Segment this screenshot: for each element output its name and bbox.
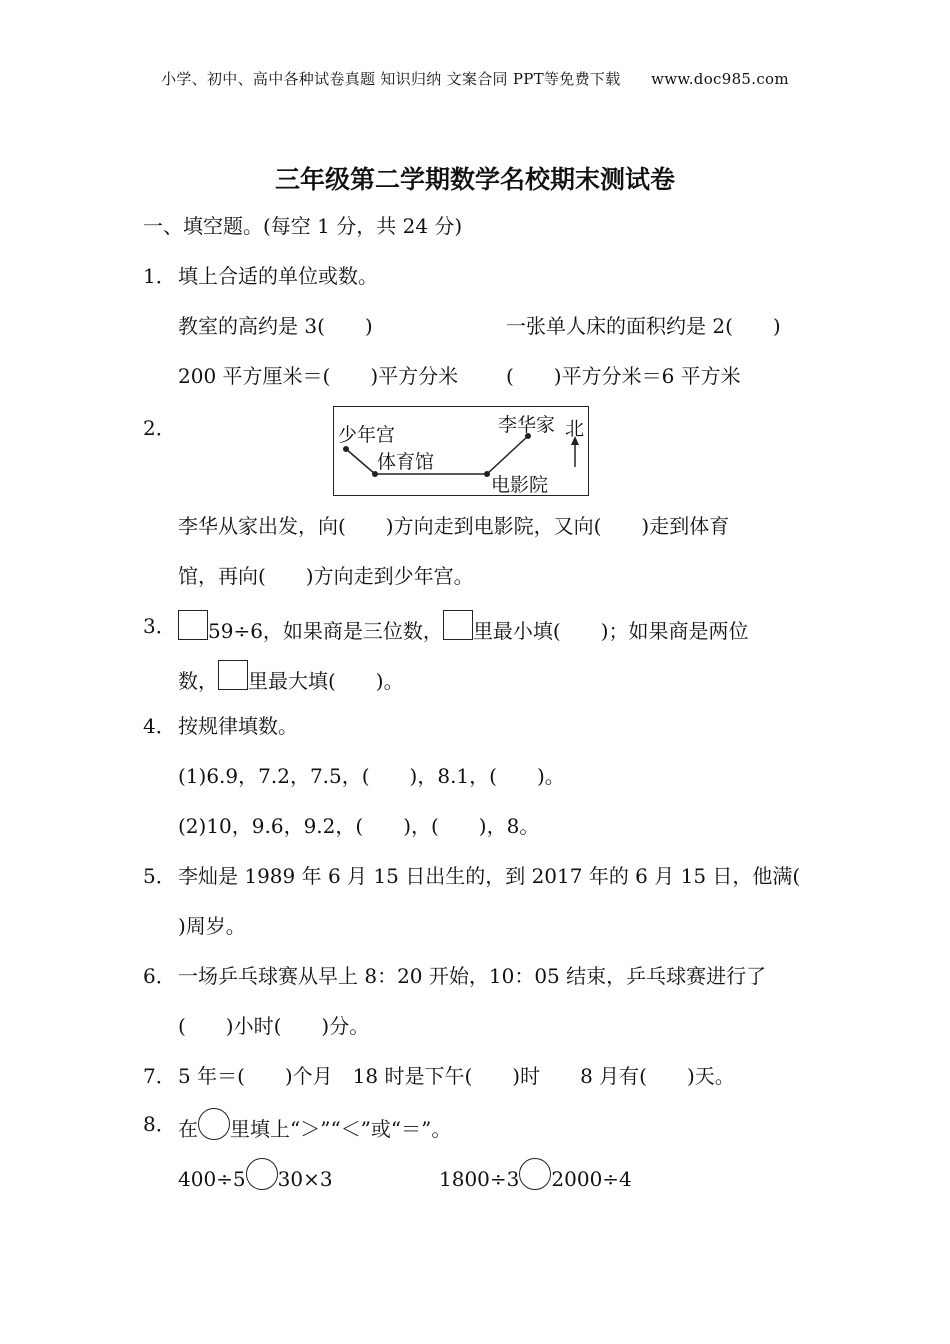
q4-text: 按规律填数。 (178, 714, 298, 738)
map-label-shaoniangong: 少年宫 (338, 424, 396, 446)
q8-expr2-left: 1800÷3 (439, 1167, 520, 1191)
page-header: 小学、初中、高中各种试卷真题 知识归纳 文案合同 PPT等免费下载 www.doc985.com (161, 70, 789, 88)
map-label-dianyingyuan: 电影院 (491, 474, 549, 496)
q8-expr1-right: 30×3 (277, 1167, 333, 1191)
q6-number: 6． (143, 964, 176, 988)
q6-line2: ( )小时( )分。 (178, 1014, 370, 1038)
q7-number: 7． (143, 1064, 176, 1088)
route-map (333, 406, 589, 496)
q3-line2 (178, 660, 404, 695)
q8-expression-2 (439, 1158, 632, 1193)
map-label-north: 北 (565, 418, 585, 440)
q3-part4: 里最大填( )。 (248, 669, 404, 693)
q4-sequence-2: (2)10，9.6，9.2，( )，( )，8。 (178, 814, 540, 838)
q1-text: 填上合适的单位或数。 (178, 264, 378, 288)
q1-item-b: 一张单人床的面积约是 2( ) (506, 314, 781, 338)
map-label-tiyuguan: 体育馆 (377, 451, 435, 473)
q8-expression-1 (178, 1158, 333, 1193)
q1-item-d: ( )平方分米＝6 平方米 (506, 364, 741, 388)
q3-part3: 数， (178, 669, 218, 693)
q8-number: 8． (143, 1112, 176, 1136)
q8-text (178, 1108, 451, 1143)
blank-square-1 (178, 610, 208, 640)
q6-line1: 一场乒乓球赛从早上 8：20 开始，10：05 结束，乒乓球赛进行了 (178, 964, 767, 988)
q8-part1: 在 (178, 1117, 198, 1141)
q8-expr1-left: 400÷5 (178, 1167, 246, 1191)
map-label-lihuajia: 李华家 (498, 414, 556, 436)
blank-square-3 (218, 660, 248, 690)
q1-number: 1． (143, 264, 176, 288)
blank-circle-1 (246, 1158, 278, 1190)
q3-part2: 里最小填( )；如果商是两位 (472, 619, 749, 643)
q8-part2: 里填上“＞”“＜”或“＝”。 (230, 1117, 452, 1141)
q5-line2: )周岁。 (178, 914, 246, 938)
q8-expr2-right: 2000÷4 (551, 1167, 632, 1191)
blank-circle-example (198, 1108, 230, 1140)
q4-sequence-1: (1)6.9，7.2，7.5，( )，8.1，( )。 (178, 764, 565, 788)
q3-number: 3． (143, 614, 176, 638)
page-title: 三年级第二学期数学名校期末测试卷 (274, 165, 675, 194)
blank-square-2 (443, 610, 473, 640)
q1-item-c: 200 平方厘米＝( )平方分米 (178, 364, 459, 388)
blank-circle-2 (519, 1158, 551, 1190)
q4-number: 4． (143, 714, 176, 738)
q1-item-a: 教室的高约是 3( ) (178, 314, 373, 338)
section-heading: 一、填空题。(每空 1 分，共 24 分) (143, 214, 463, 238)
q7-text: 5 年＝( )个月 18 时是下午( )时 8 月有( )天。 (178, 1064, 735, 1088)
q3-part1: 59÷6，如果商是三位数， (208, 619, 443, 643)
q5-number: 5． (143, 864, 176, 888)
q2-line1: 李华从家出发，向( )方向走到电影院，又向( )走到体育 (178, 514, 730, 538)
q3-line1 (178, 610, 749, 645)
q2-line2: 馆，再向( )方向走到少年宫。 (178, 564, 474, 588)
q2-number: 2． (143, 416, 176, 440)
q5-line1: 李灿是 1989 年 6 月 15 日出生的，到 2017 年的 6 月 15 日，他满( (178, 864, 801, 888)
